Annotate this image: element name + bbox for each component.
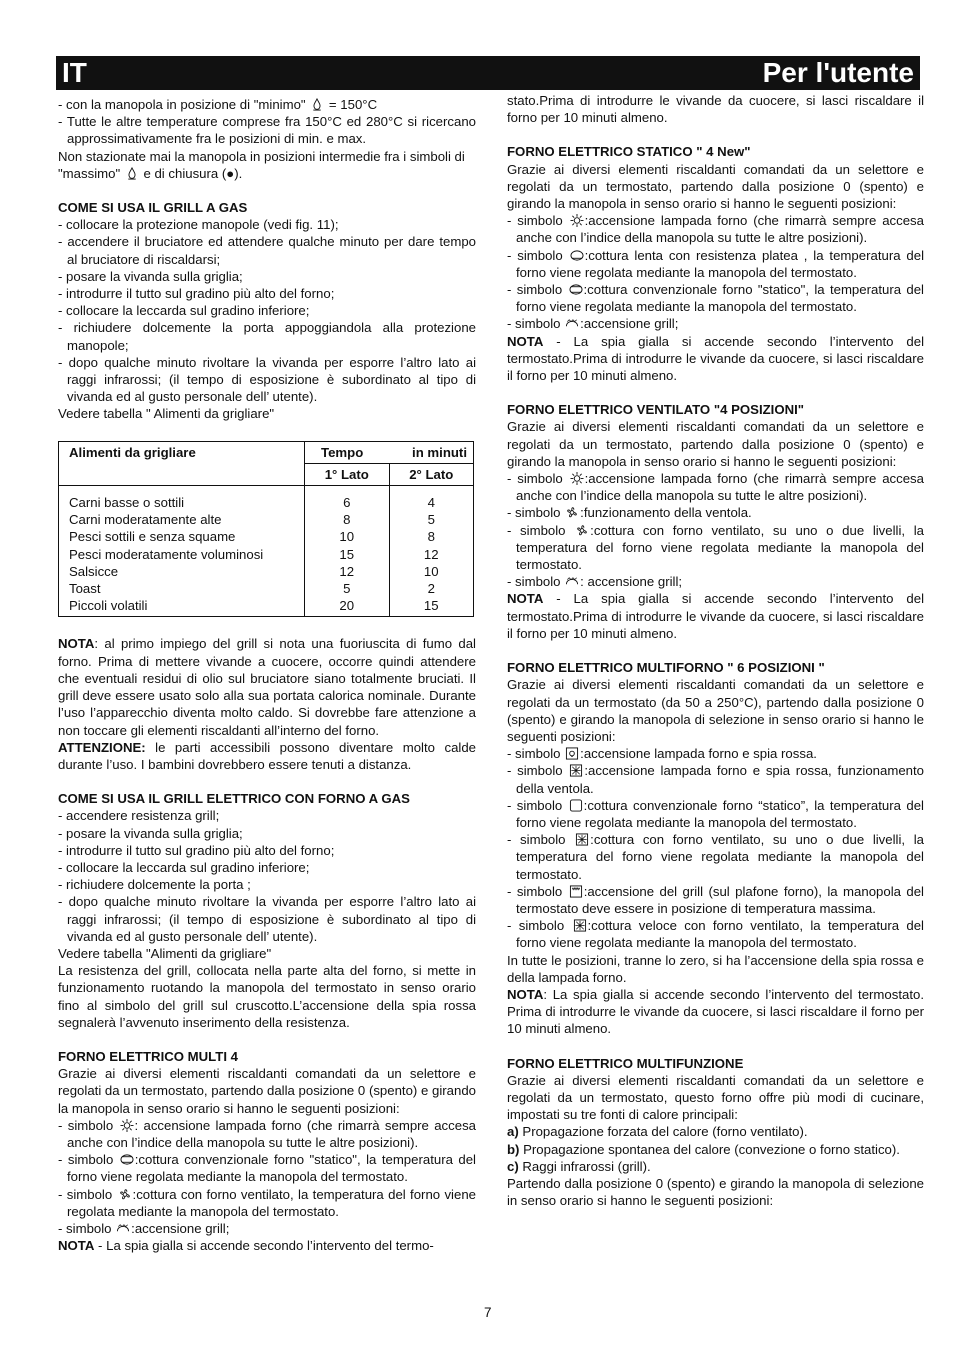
intro-line-2: - Tutte le altre temperature comprese fra 150°C ed 280°C si ricercano approssimativamente fra le posizioni di min. e max. [58, 114, 476, 147]
col-side1-header: 1° Lato [305, 463, 390, 485]
page-header [56, 56, 920, 90]
list-item: - simbolo :accensione grill; [507, 316, 679, 332]
gas-grill-title: COME SI USA IL GRILL A GAS [58, 200, 248, 216]
list-item: - simbolo :cottura con forno ventilato, su uno o due livelli, la temperatura del forno viene regolata mediante la manopola del termostato. [507, 522, 924, 573]
lamp-icon [570, 472, 584, 485]
list-item: - posare la vivanda sulla griglia; [58, 825, 243, 841]
table-cell: 20 [339, 598, 355, 614]
attention-paragraph: ATTENZIONE: le parti accessibili possono diventare molto calde durante l’uso. I bambini dovrebbero essere tenuti a distanza. [58, 739, 476, 772]
static-oven-icon [569, 283, 583, 296]
bottom-heat-icon [570, 249, 584, 262]
list-item: - simbolo : accensione grill; [507, 574, 683, 590]
table-cell: 2 [427, 581, 435, 597]
list-item: - simbolo :cottura convenzionale forno "statico", la temperatura del forno viene regolata mediante la manopola del termostato. [58, 1152, 476, 1185]
table-cell: 6 [343, 495, 351, 511]
list-item: - accendere resistenza grill; [58, 808, 220, 824]
list-item: - simbolo :accensione del grill (sul plafone forno), la manopola del termostato deve essere in posizione di temperatura massima. [507, 883, 924, 916]
lamp-box-icon [565, 747, 579, 760]
grill-box-icon [569, 885, 583, 898]
fan-icon [565, 506, 579, 519]
list-item: a) Propagazione forzata del calore (forno ventilato). [507, 1124, 808, 1140]
list-item: - collocare la leccarda sul gradino inferiore; [58, 303, 310, 319]
electric-table-ref: Vedere tabella "Alimenti da grigliare" [58, 945, 272, 961]
list-item: - simbolo :cottura convenzionale forno “statico”, la temperatura del forno viene regolata mediante la manopola del termostato. [507, 797, 924, 830]
ventilated-oven-title: FORNO ELETTRICO VENTILATO "4 POSIZIONI" [507, 402, 805, 418]
language-code: IT [62, 57, 87, 88]
multifunzione-title: FORNO ELETTRICO MULTIFUNZIONE [507, 1055, 744, 1071]
lamp-icon [120, 1119, 134, 1132]
list-item: - dopo qualche minuto rivoltare la vivanda per esporre l’altro lato ai raggi infrarossi; (il tempo di esposizione è subordinato al tipo di vivanda ed al gusto personale dell’ utente). [58, 894, 476, 944]
ventilated-cooking-icon [575, 524, 589, 537]
list-item: - collocare la protezione manopole (vedi fig. 11); [58, 217, 339, 233]
multi4-nota: NOTA - La spia gialla si accende secondo l’intervento del termo- [58, 1238, 434, 1254]
multiforno-intro: Grazie ai diversi elementi riscaldanti comandati da un selettore e regolati da un termostato (da 50 a 250°C), partendo dalla posizione 0 (spento) e girando la manopola di selezione in senso orario si hanno le seguenti posizioni: [507, 677, 924, 744]
table-cell: 12 [339, 563, 355, 579]
gas-table-ref: Vedere tabella " Alimenti da grigliare" [58, 406, 275, 422]
list-item: c) Raggi infrarossi (grill). [507, 1158, 651, 1174]
list-item: - simbolo :cottura veloce con forno ventilato, la temperatura del forno viene regolata mediante la manopola del termostato. [507, 918, 924, 951]
list-item: - collocare la leccarda sul gradino inferiore; [58, 859, 310, 875]
list-item: - simbolo : accensione lampada forno (che rimarrà sempre accesa anche con l’indice della manopola su tutte le altre posizioni). [58, 1117, 476, 1150]
list-item: - dopo qualche minuto rivoltare la vivanda per esporre l’altro lato ai raggi infrarossi; (il tempo di esposizione è subordinato al tipo di vivanda ed al gusto personale dell’ utente). [58, 354, 476, 405]
list-item: - simbolo :accensione lampada forno e spia rossa, funzionamento della ventola. [507, 763, 924, 796]
multi4-title: FORNO ELETTRICO MULTI 4 [58, 1048, 238, 1064]
table-row: Carni moderatamente alte [69, 512, 222, 528]
table-row: Toast [69, 581, 101, 597]
ventilated-oven-intro: Grazie ai diversi elementi riscaldanti comandati da un selettore e regolati da un termostato, partendo dalla posizione 0 (spento) e girando la manopola in senso orario si hanno le seguenti posizioni: [507, 419, 924, 469]
static-oven-intro: Grazie ai diversi elementi riscaldanti comandati da un selettore e regolati da un termostato, partendo dalla posizione 0 (spento) e girando la manopola in senso orario si hanno le seguenti posizioni: [507, 161, 924, 212]
table-cell: 10 [423, 563, 439, 579]
table-cell: 15 [423, 598, 439, 614]
list-item: - simbolo :cottura con forno ventilato, la temperatura del forno viene regolata mediante la manopola del termostato. [58, 1186, 476, 1219]
static-oven-nota: NOTA - La spia gialla si accende secondo l’intervento del termostato.Prima di introdurre le vivande da cuocere, si lasci riscaldare il forno per 10 minuti almeno. [507, 333, 924, 384]
list-item: - richiudere dolcemente la porta ; [58, 877, 251, 893]
page-title: Per l'utente [762, 57, 914, 88]
static-oven-title: FORNO ELETTRICO STATICO " 4 New" [507, 144, 751, 160]
table-cell: 15 [339, 546, 355, 562]
grill-icon [565, 317, 579, 330]
list-item: - accendere il bruciatore ed attendere qualche minuto per dare tempo al bruciatore di riscaldarsi; [58, 234, 476, 267]
list-item: - simbolo :accensione lampada forno (che rimarrà sempre accesa anche con l’indice della manopola su tutte le altre posizioni). [507, 213, 924, 246]
flame-min-icon [310, 98, 324, 111]
list-item: - introdurre il tutto sul gradino più alto del forno; [58, 842, 335, 858]
ventilated-oven-nota: NOTA - La spia gialla si accende secondo l’intervento del termostato.Prima di introdurre le vivande da cuocere, si lasci riscaldare il forno per 10 minuti almeno. [507, 591, 924, 641]
list-item: - introdurre il tutto sul gradino più alto del forno; [58, 286, 335, 302]
multiforno-title: FORNO ELETTRICO MULTIFORNO " 6 POSIZIONI " [507, 660, 825, 676]
table-cell: 10 [339, 529, 355, 545]
list-item: - simbolo :cottura lenta con resistenza platea , la temperatura del forno viene regolata mediante la manopola del termostato. [507, 247, 925, 280]
table-row: Carni basse o sottili [69, 495, 185, 511]
col-time-header: Tempo in minuti [305, 441, 474, 463]
multi4-intro: Grazie ai diversi elementi riscaldanti comandati da un selettore e regolati da un termostato, partendo dalla posizione 0 (spento) e girando la manopola in senso orario si hanno le seguenti posizioni: [58, 1066, 476, 1116]
intro-line-3: Non stazionate mai la manopola in posizioni intermedie fra i simboli di "massimo" e di chiusura (●). [58, 148, 465, 181]
multiforno-after: In tutte le posizioni, tranne lo zero, si ha l’accensione della spia rossa e della lampada forno. [507, 952, 924, 985]
list-item: b) Propagazione spontanea del calore (convezione o forno statico). [507, 1141, 900, 1157]
right-column [507, 92, 924, 1209]
continued-text: stato.Prima di introdurre le vivande da cuocere, si lasci riscaldare il forno per 10 minuti almeno. [507, 93, 924, 126]
multiforno-nota: NOTA: La spia gialla si accende secondo l’intervento del termostato. Prima di introdurre le vivande da cuocere, si lasci riscaldare il forno per 10 minuti almeno. [507, 986, 924, 1037]
ventilated-box-icon [575, 833, 589, 846]
list-item: - richiudere dolcemente la porta appoggiandola alla protezione manopole; [58, 320, 476, 353]
table-row: Pesci moderatamente voluminosi [69, 546, 264, 562]
lamp-icon [570, 214, 584, 227]
list-item: - simbolo :accensione grill; [58, 1220, 230, 1236]
table-cell: 5 [343, 581, 351, 597]
list-item: - simbolo :funzionamento della ventola. [507, 505, 752, 521]
list-item: - simbolo :accensione lampada forno (che rimarrà sempre accesa anche con l’indice della manopola su tutte le altre posizioni). [507, 471, 924, 504]
gas-grill-list [58, 216, 476, 405]
table-cell: 5 [427, 512, 435, 528]
flame-max-icon [125, 167, 139, 180]
table-row: Pesci sottili e senza squame [69, 529, 236, 545]
list-item: - posare la vivanda sulla griglia; [58, 268, 243, 284]
table-cell: 8 [427, 529, 435, 545]
static-oven-icon [120, 1153, 134, 1166]
page-number: 7 [484, 1305, 492, 1320]
list-item: - simbolo :accensione lampada forno e spia rossa. [507, 746, 817, 762]
fan-box-icon [569, 764, 583, 777]
table-body-row [59, 486, 474, 617]
table-cell: 8 [343, 512, 351, 528]
electric-grill-title: COME SI USA IL GRILL ELETTRICO CON FORNO A GAS [58, 791, 410, 807]
multifunzione-end: Partendo dalla posizione 0 (spento) e girando la manopola di selezione in senso orario si hanno le seguenti posizioni: [507, 1175, 924, 1209]
intro-line-1: - con la manopola in posizione di "minimo" = 150°C [58, 97, 378, 112]
col-side2-header: 2° Lato [389, 463, 474, 485]
table-row: Salsicce [69, 563, 119, 579]
multifunzione-intro: Grazie ai diversi elementi riscaldanti comandati da un selettore e regolati da un termostato, questo forno offre più modi di cucinare, impostati su tre fonti di calore principali: [507, 1072, 924, 1123]
table-row: Piccoli volatili [69, 598, 148, 614]
static-box-icon [569, 799, 583, 812]
grill-table [58, 441, 474, 618]
list-item: - simbolo :cottura con forno ventilato, su uno o due livelli, la temperatura del forno viene regolata mediante la manopola del termostato. [507, 832, 924, 882]
grill-icon [116, 1222, 130, 1235]
table-cell: 4 [427, 495, 435, 511]
nota-paragraph: NOTA: al primo impiego del grill si nota una fuoriuscita di fumo dal forno. Prima di mettere vivande a cuocere, occorre quindi attendere che eventuali residui di olio sul bruciatore siano totalmente bruciati. Il grill deve essere usato solo alla sua portata calorica nominale. Durante l’uso l’apparecchio diventa molto caldo. Si dovrebbe fare attenzione a non toccare gli elementi riscaldanti all’interno del forno. [58, 636, 476, 738]
fan-icon [118, 1188, 132, 1201]
grill-icon [565, 575, 579, 588]
col-food-header: Alimenti da grigliare [59, 441, 305, 485]
electric-paragraph: La resistenza del grill, collocata nella parte alta del forno, si mette in funzionamento ruotando la manopola del termostato in senso orario fino al simbolo del grill sul cruscotto.L’accensione della spia rossa segnalerà l’avvenuto inserimento della resistenza. [58, 963, 476, 1030]
list-item: - simbolo :cottura convenzionale forno "statico", la temperatura del forno viene regolata mediante la manopola del termostato. [507, 282, 924, 315]
table-cell: 12 [423, 546, 439, 562]
fast-cooking-box-icon [573, 919, 587, 932]
left-column [58, 96, 476, 1254]
